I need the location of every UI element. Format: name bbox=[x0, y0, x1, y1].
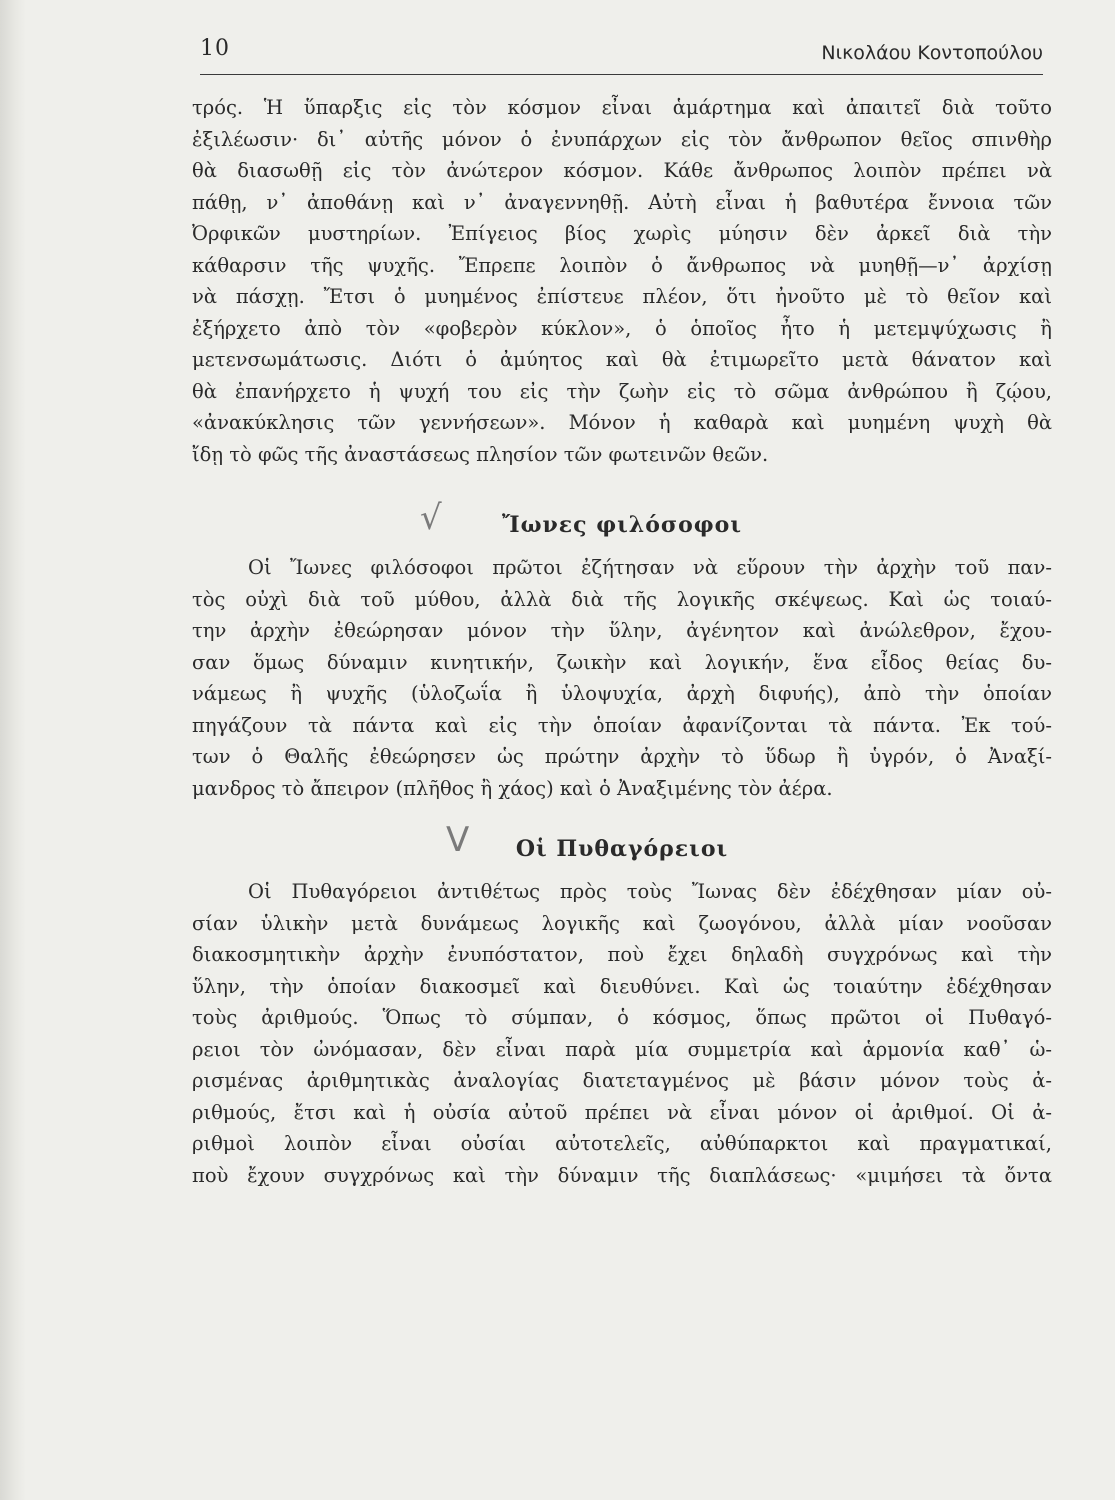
text-line: τοὺς ἀριθμούς. Ὅπως τὸ σύμπαν, ὁ κόσμος, ὅπως πρῶτοι οἱ Πυθαγό- bbox=[192, 1006, 1052, 1029]
text-line: ἐξήρχετο ἀπὸ τὸν «φοβερὸν κύκλον», ὁ ὁποῖος ἦτο ἡ μετεμψύχωσις ἢ bbox=[192, 316, 1052, 340]
text-line: τρός. Ἡ ὕπαρξις εἰς τὸν κόσμον εἶναι ἁμάρτημα καὶ ἀπαιτεῖ διὰ τοῦτο bbox=[192, 96, 1052, 119]
text-line: Ὀρφικῶν μυστηρίων. Ἐπίγειος βίος χωρὶς μύησιν δὲν ἀρκεῖ διὰ τὴν bbox=[192, 222, 1052, 245]
section-heading-pythagoreans bbox=[192, 820, 1052, 862]
text-line: ρειοι τὸν ὠνόμασαν, δὲν εἶναι παρὰ μία συμμετρία καὶ ἁρμονία καθ᾽ ὡ- bbox=[192, 1037, 1052, 1061]
section-title: Ἴωνες φιλόσοφοι bbox=[502, 512, 742, 538]
text-line: ἐξιλέωσιν· δι᾽ αὐτῆς μόνον ὁ ἐνυπάρχων εἰς τὸν ἄνθρωπον θεῖος σπινθὴρ bbox=[192, 127, 1052, 151]
running-head: Νικολάου Κοντοπούλου bbox=[821, 42, 1043, 64]
text-line: πάθῃ, ν᾽ ἀποθάνῃ καὶ ν᾽ ἀναγεννηθῇ. Αὐτὴ εἶναι ἡ βαθυτέρα ἔννοια τῶν bbox=[192, 190, 1052, 214]
text-line: των ὁ Θαλῆς ἐθεώρησεν ὡς πρώτην ἀρχὴν τὸ ὕδωρ ἢ ὑγρόν, ὁ Ἀναξί- bbox=[192, 745, 1052, 768]
text-line: διακοσμητικὴν ἀρχὴν ἐνυπόστατον, ποὺ ἔχει δηλαδὴ συγχρόνως καὶ τὴν bbox=[192, 943, 1052, 966]
text-line: Οἱ Ἴωνες φιλόσοφοι πρῶτοι ἐζήτησαν νὰ εὕρουν τὴν ἀρχὴν τοῦ παν- bbox=[248, 556, 1052, 579]
text-line: πηγάζουν τὰ πάντα καὶ εἰς τὴν ὁποίαν ἀφανίζονται τὰ πάντα. Ἐκ τού- bbox=[192, 713, 1052, 737]
text-line: ὕλην, τὴν ὁποίαν διακοσμεῖ καὶ διευθύνει. Καὶ ὡς τοιαύτην ἐδέχθησαν bbox=[192, 974, 1052, 998]
page-number: 10 bbox=[200, 36, 230, 61]
section-heading-ionians bbox=[192, 498, 1052, 538]
page-header bbox=[200, 36, 1043, 72]
text-line: «ἀνακύκλησις τῶν γεννήσεων». Μόνον ἡ καθαρὰ καὶ μυημένη ψυχὴ θὰ bbox=[192, 411, 1052, 434]
intro-paragraph bbox=[192, 92, 1052, 470]
page-edge bbox=[0, 0, 26, 1500]
text-line: νὰ πάσχῃ. Ἔτσι ὁ μυημένος ἐπίστευε πλέον, ὅτι ἠνοῦτο μὲ τὸ θεῖον καὶ bbox=[192, 285, 1052, 308]
text-line: Οἱ Πυθαγόρειοι ἀντιθέτως πρὸς τοὺς Ἴωνας δὲν ἐδέχθησαν μίαν οὐ- bbox=[248, 880, 1052, 903]
text-line: μετενσωμάτωσις. Διότι ὁ ἀμύητος καὶ θὰ ἐτιμωρεῖτο μετὰ θάνατον καὶ bbox=[192, 348, 1052, 371]
text-line: ρισμένας ἀριθμητικὰς ἀναλογίας διατεταγμένος μὲ βάσιν μόνον τοὺς ἀ- bbox=[192, 1069, 1052, 1092]
page-content bbox=[192, 92, 1052, 1191]
text-line: τὸς οὐχὶ διὰ τοῦ μύθου, ἀλλὰ διὰ τῆς λογικῆς σκέψεως. Καὶ ὡς τοιαύ- bbox=[192, 587, 1052, 611]
text-line: την ἀρχὴν ἐθεώρησαν μόνον τὴν ὕλην, ἀγένητον καὶ ἀνώλεθρον, ἔχου- bbox=[192, 619, 1052, 642]
text-line: μανδρος τὸ ἄπειρον (πλῆθος ἢ χάος) καὶ ὁ Ἀναξιμένης τὸν ἀέρα. bbox=[192, 776, 833, 800]
text-line: ἴδῃ τὸ φῶς τῆς ἀναστάσεως πλησίον τῶν φωτεινῶν θεῶν. bbox=[192, 442, 769, 466]
text-line: νάμεως ἢ ψυχῆς (ὑλοζωΐα ἢ ὑλοψυχία, ἀρχὴ διφυής), ἀπὸ τὴν ὁποίαν bbox=[192, 682, 1052, 705]
text-line: θὰ ἐπανήρχετο ἡ ψυχή του εἰς τὴν ζωὴν εἰς τὸ σῶμα ἀνθρώπου ἢ ζῴου, bbox=[192, 379, 1052, 403]
text-line: ριθμούς, ἔτσι καὶ ἡ οὐσία αὐτοῦ πρέπει νὰ εἶναι μόνον οἱ ἀριθμοί. Οἱ ἀ- bbox=[192, 1100, 1052, 1124]
section-title: Οἱ Πυθαγόρειοι bbox=[515, 836, 729, 862]
text-line: σαν ὅμως δύναμιν κινητικήν, ζωικὴν καὶ λογικήν, ἕνα εἶδος θείας δυ- bbox=[192, 650, 1052, 674]
header-rule bbox=[200, 74, 1043, 75]
pythagoreans-paragraph bbox=[192, 876, 1052, 1191]
ionians-paragraph bbox=[192, 552, 1052, 804]
text-line: σίαν ὑλικὴν μετὰ δυνάμεως λογικῆς καὶ ζωογόνου, ἀλλὰ μίαν νοοῦσαν bbox=[192, 911, 1052, 935]
text-line: θὰ διασωθῇ εἰς τὸν ἀνώτερον κόσμον. Κάθε ἄνθρωπος λοιπὸν πρέπει νὰ bbox=[192, 159, 1052, 182]
handwritten-check-mark: √ bbox=[420, 498, 443, 538]
text-line: κάθαρσιν τῆς ψυχῆς. Ἔπρεπε λοιπὸν ὁ ἄνθρωπος νὰ μυηθῇ—ν᾽ ἀρχίσῃ bbox=[192, 253, 1052, 277]
text-line: ποὺ ἔχουν συγχρόνως καὶ τὴν δύναμιν τῆς διαπλάσεως· «μιμήσει τὰ ὄντα bbox=[192, 1163, 1052, 1187]
text-line: ριθμοὶ λοιπὸν εἶναι οὐσίαι αὐτοτελεῖς, αὐθύπαρκτοι καὶ πραγματικαί, bbox=[192, 1132, 1052, 1155]
handwritten-check-mark: V bbox=[446, 820, 471, 860]
